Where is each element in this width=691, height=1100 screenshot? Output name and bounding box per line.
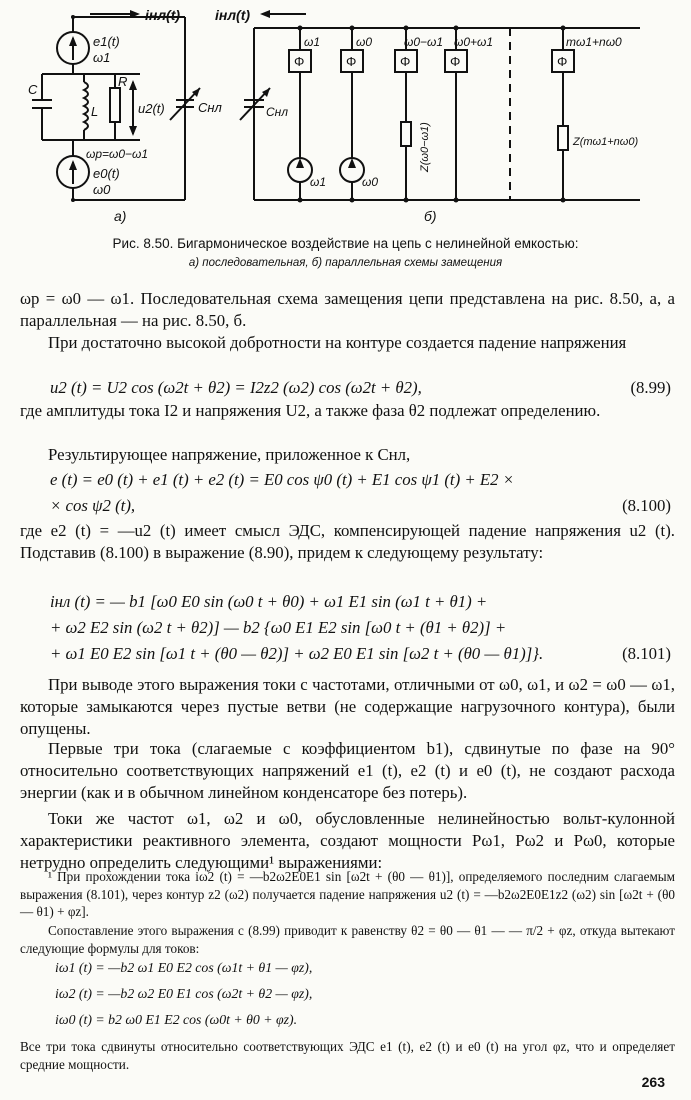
footnote-equation-2: iω2 (t) = —b2 ω2 E0 E1 cos (ω2t + θ2 — φz), xyxy=(55,986,313,1001)
label-sub-b: б) xyxy=(424,208,437,224)
equation-8-101-line-3: + ω1 E0 E2 sin [ω1 t + (θ0 — θ2)] + ω2 E0 E1 sin [ω2 t + (θ0 — θ1)]}. xyxy=(50,644,544,663)
label-w0: ω0 xyxy=(93,182,111,197)
equation-8-99: u2 (t) = U2 cos (ω2t + θ2) = I2z2 (ω2) cos (ω2t + θ2), xyxy=(50,378,422,397)
paragraph-7: Первые три тока (слагаемые с коэффициентом b1), сдвинутые по фазе на 90° относительно соответствующих напряжений e1 (t), e2 (t) и e0 (t), не создают расхода энергии (как и в обычном линейном конденсаторе без потерь). xyxy=(20,739,675,802)
source-label-w1: ω1 xyxy=(310,175,327,189)
footnote-3: Все три тока сдвинуты относительно соответствующих ЭДС e1 (t), e2 (t) и e0 (t) на угол φz, что и определяет средние мощности. xyxy=(20,1039,675,1072)
paragraph-3: где амплитуды тока I2 и напряжения U2, а также фаза θ2 подлежат определению. xyxy=(20,401,601,420)
paragraph-6: При выводе этого выражения токи с частотами, отличными от ω0, ω1, и ω2 = ω0 — ω1, которые замыкаются через пустые ветви (не содержащие нагрузочного контура), были опущены. xyxy=(20,675,675,738)
equation-8-101-line-2: + ω2 E2 sin (ω2 t + θ2)] — b2 {ω0 E1 E2 sin [ω0 t + (θ1 + θ2)] + xyxy=(50,618,507,637)
phi-5: Φ xyxy=(557,54,568,69)
equation-8-100-line-2: × cos ψ2 (t), xyxy=(50,496,136,515)
label-u2: u2(t) xyxy=(138,101,165,116)
equation-8-100-line-1: e (t) = e0 (t) + e1 (t) + e2 (t) = E0 cos ψ0 (t) + E1 cos ψ1 (t) + E2 × xyxy=(50,470,515,489)
label-e1: e1(t) xyxy=(93,34,120,49)
label-z2: Z(mω1+nω0) xyxy=(573,136,639,148)
equation-number-8-101: (8.101) xyxy=(622,644,671,663)
label-sub-a: а) xyxy=(114,208,127,224)
label-w1: ω1 xyxy=(93,50,111,65)
footnote-2: Сопоставление этого выражения с (8.99) приводит к равенству θ2 = θ0 — θ1 — — π/2 + φz, откуда вытекают следующие формулы для токов: xyxy=(20,923,675,956)
phi-2: Φ xyxy=(346,54,357,69)
paragraph-1: ωр = ω0 — ω1. Последовательная схема замещения цепи представлена на рис. 8.50, а, а параллельная — на рис. 8.50, б. xyxy=(20,289,675,330)
footnote-equation-3: iω0 (t) = b2 ω0 E1 E2 cos (ω0t + θ0 + φz). xyxy=(55,1012,298,1027)
paragraph-2: При достаточно высокой добротности на контуре создается падение напряжения xyxy=(48,333,627,352)
label-e0: e0(t) xyxy=(93,166,120,181)
footnote-1: ¹ При прохождении тока iω2 (t) = —b2ω2E0E1 sin [ω2t + (θ0 — θ1)], определяемого последним слагаемым выражения (8.101), через контур z2 (ω2) получается падение напряжения u2 (t) = —b2ω2E0E1z2 (ω2) sin [ω2t + (θ0 — θ1) + φz]. xyxy=(20,869,675,919)
equation-number-8-99: (8.99) xyxy=(630,378,671,397)
branch-label-w1: ω1 xyxy=(304,35,321,49)
paragraph-5: где e2 (t) = —u2 (t) имеет смысл ЭДС, компенсирующей падение напряжения u2 (t). Подставив (8.100) в выражение (8.90), придем к следующему результату: xyxy=(20,521,675,562)
paragraph-4: Результирующее напряжение, приложенное к Cнл, xyxy=(48,445,411,464)
branch-label-w0-minus-w1: ω0−ω1 xyxy=(404,35,444,49)
phi-4: Φ xyxy=(450,54,461,69)
paragraph-8: Токи же частот ω1, ω2 и ω0, обусловленные нелинейностью вольт-кулонной характеристики реактивного элемента, создают мощности Pω1, Pω2 и Pω0, которые нетрудно определить следующими¹ выражениями: xyxy=(20,809,675,872)
equation-8-101-line-1: iнл (t) = — b1 [ω0 E0 sin (ω0 t + θ0) + ω1 E1 sin (ω1 t + θ1) + xyxy=(50,592,488,611)
label-z1: Z(ω0−ω1) xyxy=(419,122,431,172)
source-label-w0: ω0 xyxy=(362,175,379,189)
branch-label-mn: mω1+nω0 xyxy=(566,35,622,49)
figure-8-50 xyxy=(0,0,691,232)
label-Cnl-a: Cнл xyxy=(198,100,222,115)
branch-label-w0: ω0 xyxy=(356,35,373,49)
figure-caption-sub: а) последовательная, б) параллельная схемы замещения xyxy=(188,257,503,269)
label-R: R xyxy=(118,74,128,89)
label-C: C xyxy=(28,82,38,97)
branch-label-w0-plus-w1: ω0+ω1 xyxy=(454,35,494,49)
equation-number-8-100: (8.100) xyxy=(622,496,671,515)
label-i-nl-b: iнл(t) xyxy=(215,7,251,23)
label-L: L xyxy=(91,104,99,119)
label-i-nl-a: iнл(t) xyxy=(145,7,181,23)
figure-caption-title: Рис. 8.50. Бигармоническое воздействие на цепь с нелинейной емкостью: xyxy=(112,236,579,251)
phi-3: Φ xyxy=(400,54,411,69)
page-number: 263 xyxy=(641,1074,665,1090)
footnote-equation-1: iω1 (t) = —b2 ω1 E0 E2 cos (ω1t + θ1 — φz), xyxy=(55,960,313,975)
label-wp: ωр=ω0−ω1 xyxy=(86,147,149,161)
label-Cnl-b: Cнл xyxy=(266,105,289,119)
phi-1: Φ xyxy=(294,54,305,69)
